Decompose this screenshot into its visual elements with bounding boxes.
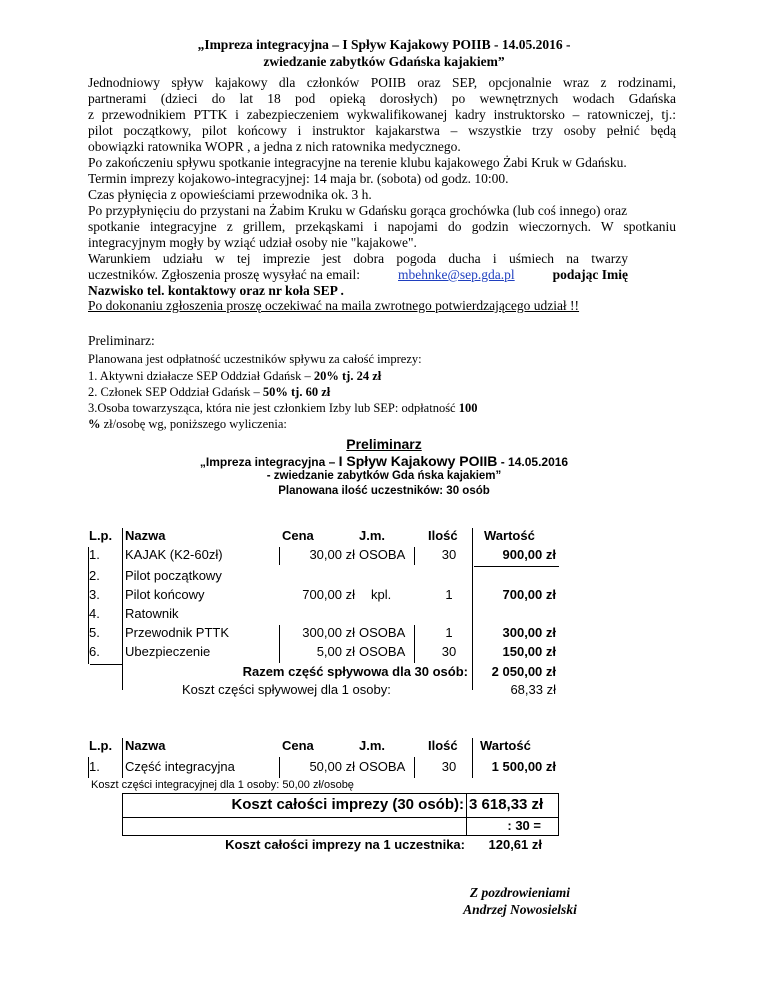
row-unit: kpl. — [371, 587, 392, 602]
row-lp: 1. — [89, 759, 100, 774]
row-name: Pilot końcowy — [125, 587, 205, 602]
table-divider — [122, 793, 123, 835]
row-qty: 1 — [445, 587, 453, 602]
prelim-bold: 20% tj. 24 zł — [313, 369, 382, 383]
table-divider — [558, 793, 559, 835]
prelim-bold: 100 — [458, 401, 478, 415]
table-divider — [122, 835, 559, 836]
row-unit: OSOBA — [359, 625, 406, 640]
row-qty: 30 — [441, 547, 457, 562]
prelim-bold: 50% tj. 60 zł — [262, 385, 331, 399]
intro-paragraph — [88, 75, 676, 299]
prelim-heading: Preliminarz: — [88, 333, 155, 348]
float-per-person-value: 68,33 zł — [510, 682, 556, 697]
email-link[interactable]: mbehnke@sep.gda.pl — [398, 267, 515, 282]
row-lp: 2. — [89, 568, 100, 583]
subtitle-part: I Spływ Kajakowy POIIB — [338, 453, 498, 469]
row-name: Ratownik — [125, 606, 179, 621]
intro-line: partnerami (dzieci do lat 18 pod opieką dorosłych) po wewnętrznych wodach Gdańska — [88, 91, 676, 106]
row-price: 700,00 zł — [302, 587, 355, 602]
signature-greeting: Z pozdrowieniami — [469, 885, 571, 900]
row-value: 900,00 zł — [502, 547, 556, 562]
intro-line: integracyjnym mogły by wziąć udział osoby nie "kajakowe". — [88, 235, 417, 250]
row-value: 700,00 zł — [502, 587, 556, 602]
prelim-line-3 — [88, 400, 477, 416]
per-participant-label: Koszt całości imprezy na 1 uczestnika: — [225, 837, 465, 852]
row-lp: 4. — [89, 606, 100, 621]
table-divider — [88, 547, 89, 664]
header-unit: J.m. — [359, 528, 386, 543]
row-lp: 6. — [89, 644, 100, 659]
table-divider — [90, 664, 122, 665]
table-divider — [414, 757, 415, 778]
per-participant-value: 120,61 zł — [488, 837, 542, 852]
intro-line: Jednodniowy spływ kajakowy dla członków POIIB oraz SEP, opcjonalnie wraz z rodzinami, — [88, 75, 676, 90]
title-line-2: zwiedzanie zabytków Gdańska kajakiem” — [263, 54, 505, 69]
intro-text-bold: podając Imię — [552, 267, 628, 282]
intro-line: z przewodnikiem PTTK i zabezpieczeniem wykwalifikowanej kadry instruktorsko – ratowniczej, tj.: — [88, 107, 676, 122]
integration-note: Koszt części integracyjnej dla 1 osoby: 50,00 zł/osobę — [91, 779, 354, 791]
intro-line-bold: Nazwisko tel. kontaktowy oraz nr koła SEP . — [88, 283, 344, 298]
row-unit: OSOBA — [359, 759, 406, 774]
intro-line: Po przypłynięciu do przystani na Żabim Kruku w Gdańsku gorąca grochówka (lub coś innego) oraz — [88, 203, 628, 218]
intro-line: obowiązki ratownika WOPR , a jedna z nich ratownika medycznego. — [88, 139, 461, 154]
signature-name: Andrzej Nowosielski — [463, 902, 577, 917]
header-name: Nazwa — [125, 738, 166, 753]
row-price: 50,00 zł — [309, 759, 355, 774]
intro-line: Warunkiem udziału w tej imprezie jest dobra pogoda ducha i uśmiech na twarzy — [88, 251, 628, 266]
header-qty: Ilość — [428, 738, 458, 753]
table-divider — [279, 625, 280, 663]
row-unit: OSOBA — [359, 547, 406, 562]
float-per-person-label: Koszt części spływowej dla 1 osoby: — [182, 682, 391, 697]
row-lp: 3. — [89, 587, 100, 602]
row-qty: 30 — [441, 759, 457, 774]
prelim-line: Planowana jest odpłatność uczestników spływu za całość imprezy: — [88, 352, 422, 366]
intro-line: pilot początkowy, pilot końcowy i instruktor kajakarstwa – wszystkie trzy osoby pełnić będą — [88, 123, 676, 138]
row-value: 300,00 zł — [502, 625, 556, 640]
row-name: Pilot początkowy — [125, 568, 222, 583]
table-divider — [474, 566, 559, 567]
intro-line: spotkanie integracyjne z grillem, przekąskami i napojami do godzin wieczornych. W spotkaniu — [88, 219, 676, 234]
prelim-table-heading: Preliminarz — [346, 436, 422, 452]
header-name: Nazwa — [125, 528, 166, 543]
row-lp: 1. — [89, 547, 100, 562]
float-total-value: 2 050,00 zł — [491, 664, 556, 679]
header-value: Wartość — [484, 528, 535, 543]
row-name: Ubezpieczenie — [125, 644, 211, 659]
header-lp: L.p. — [89, 528, 113, 543]
intro-line: Po zakończeniu spływu spotkanie integracyjne na terenie klubu kajakowego Żabi Kruk w Gdańsku. — [88, 155, 627, 170]
table-divider — [414, 547, 415, 565]
prelim-table-subtitle — [0, 453, 768, 469]
signature-block — [440, 884, 600, 918]
prelim-line-4 — [88, 416, 287, 432]
intro-line-email — [88, 267, 628, 283]
subtitle-part: „Impreza integracyjna – — [199, 455, 336, 469]
prelim-table-participants: Planowana ilość uczestników: 30 osób — [278, 485, 490, 497]
prelim-table-subtitle-2: - zwiedzanie zabytków Gda ńska kajakiem” — [266, 470, 502, 482]
prelim-line-2 — [88, 384, 330, 400]
confirmation-notice: Po dokonaniu zgłoszenia proszę oczekiwać na maila zwrotnego potwierdzającego udział !! — [88, 298, 580, 313]
table-divider — [279, 547, 280, 565]
prelim-text: 2. Członek SEP Oddział Gdańsk – — [88, 385, 260, 399]
row-unit: OSOBA — [359, 644, 406, 659]
row-qty: 1 — [445, 625, 453, 640]
header-price: Cena — [282, 528, 314, 543]
row-name: Część integracyjna — [125, 759, 235, 774]
row-price: 30,00 zł — [309, 547, 355, 562]
header-qty: Ilość — [428, 528, 458, 543]
prelim-text: 1. Aktywni działacze SEP Oddział Gdańsk – — [88, 369, 311, 383]
table-divider — [414, 625, 415, 663]
row-name: KAJAK (K2-60zł) — [125, 547, 223, 562]
prelim-line-1 — [88, 368, 381, 384]
divider-note: : 30 = — [507, 818, 541, 833]
intro-text: uczestników. Zgłoszenia proszę wysyłać na email: — [88, 267, 361, 282]
title-line-1: „Impreza integracyjna – I Spływ Kajakowy POIIB - 14.05.2016 - — [197, 37, 571, 52]
row-lp: 5. — [89, 625, 100, 640]
header-value: Wartość — [480, 738, 531, 753]
row-price: 300,00 zł — [302, 625, 355, 640]
table-divider — [122, 528, 123, 690]
prelim-text: 3.Osoba towarzysząca, która nie jest członkiem Izby lub SEP: odpłatność — [88, 401, 456, 415]
row-value: 1 500,00 zł — [491, 759, 556, 774]
header-unit: J.m. — [359, 738, 386, 753]
intro-line: Termin imprezy kojakowo-integracyjnej: 14 maja br. (sobota) od godz. 10:00. — [88, 171, 509, 186]
header-lp: L.p. — [89, 738, 113, 753]
table-divider — [122, 793, 559, 794]
event-total-label: Koszt całości imprezy (30 osób): — [231, 796, 464, 813]
row-qty: 30 — [441, 644, 457, 659]
table-divider — [466, 793, 467, 835]
row-price: 5,00 zł — [316, 644, 355, 659]
row-name: Przewodnik PTTK — [125, 625, 230, 640]
document-title — [0, 36, 768, 70]
row-value: 150,00 zł — [502, 644, 556, 659]
header-price: Cena — [282, 738, 314, 753]
subtitle-part: - 14.05.2016 — [500, 455, 569, 469]
intro-line: Czas płynięcia z opowieściami przewodnika ok. 3 h. — [88, 187, 372, 202]
prelim-text: zł/osobę wg, poniższego wyliczenia: — [103, 417, 287, 431]
float-total-label: Razem część spływowa dla 30 osób: — [242, 664, 468, 679]
table-divider — [122, 738, 123, 778]
prelim-bold: % — [88, 417, 101, 431]
event-total-value: 3 618,33 zł — [469, 796, 544, 813]
